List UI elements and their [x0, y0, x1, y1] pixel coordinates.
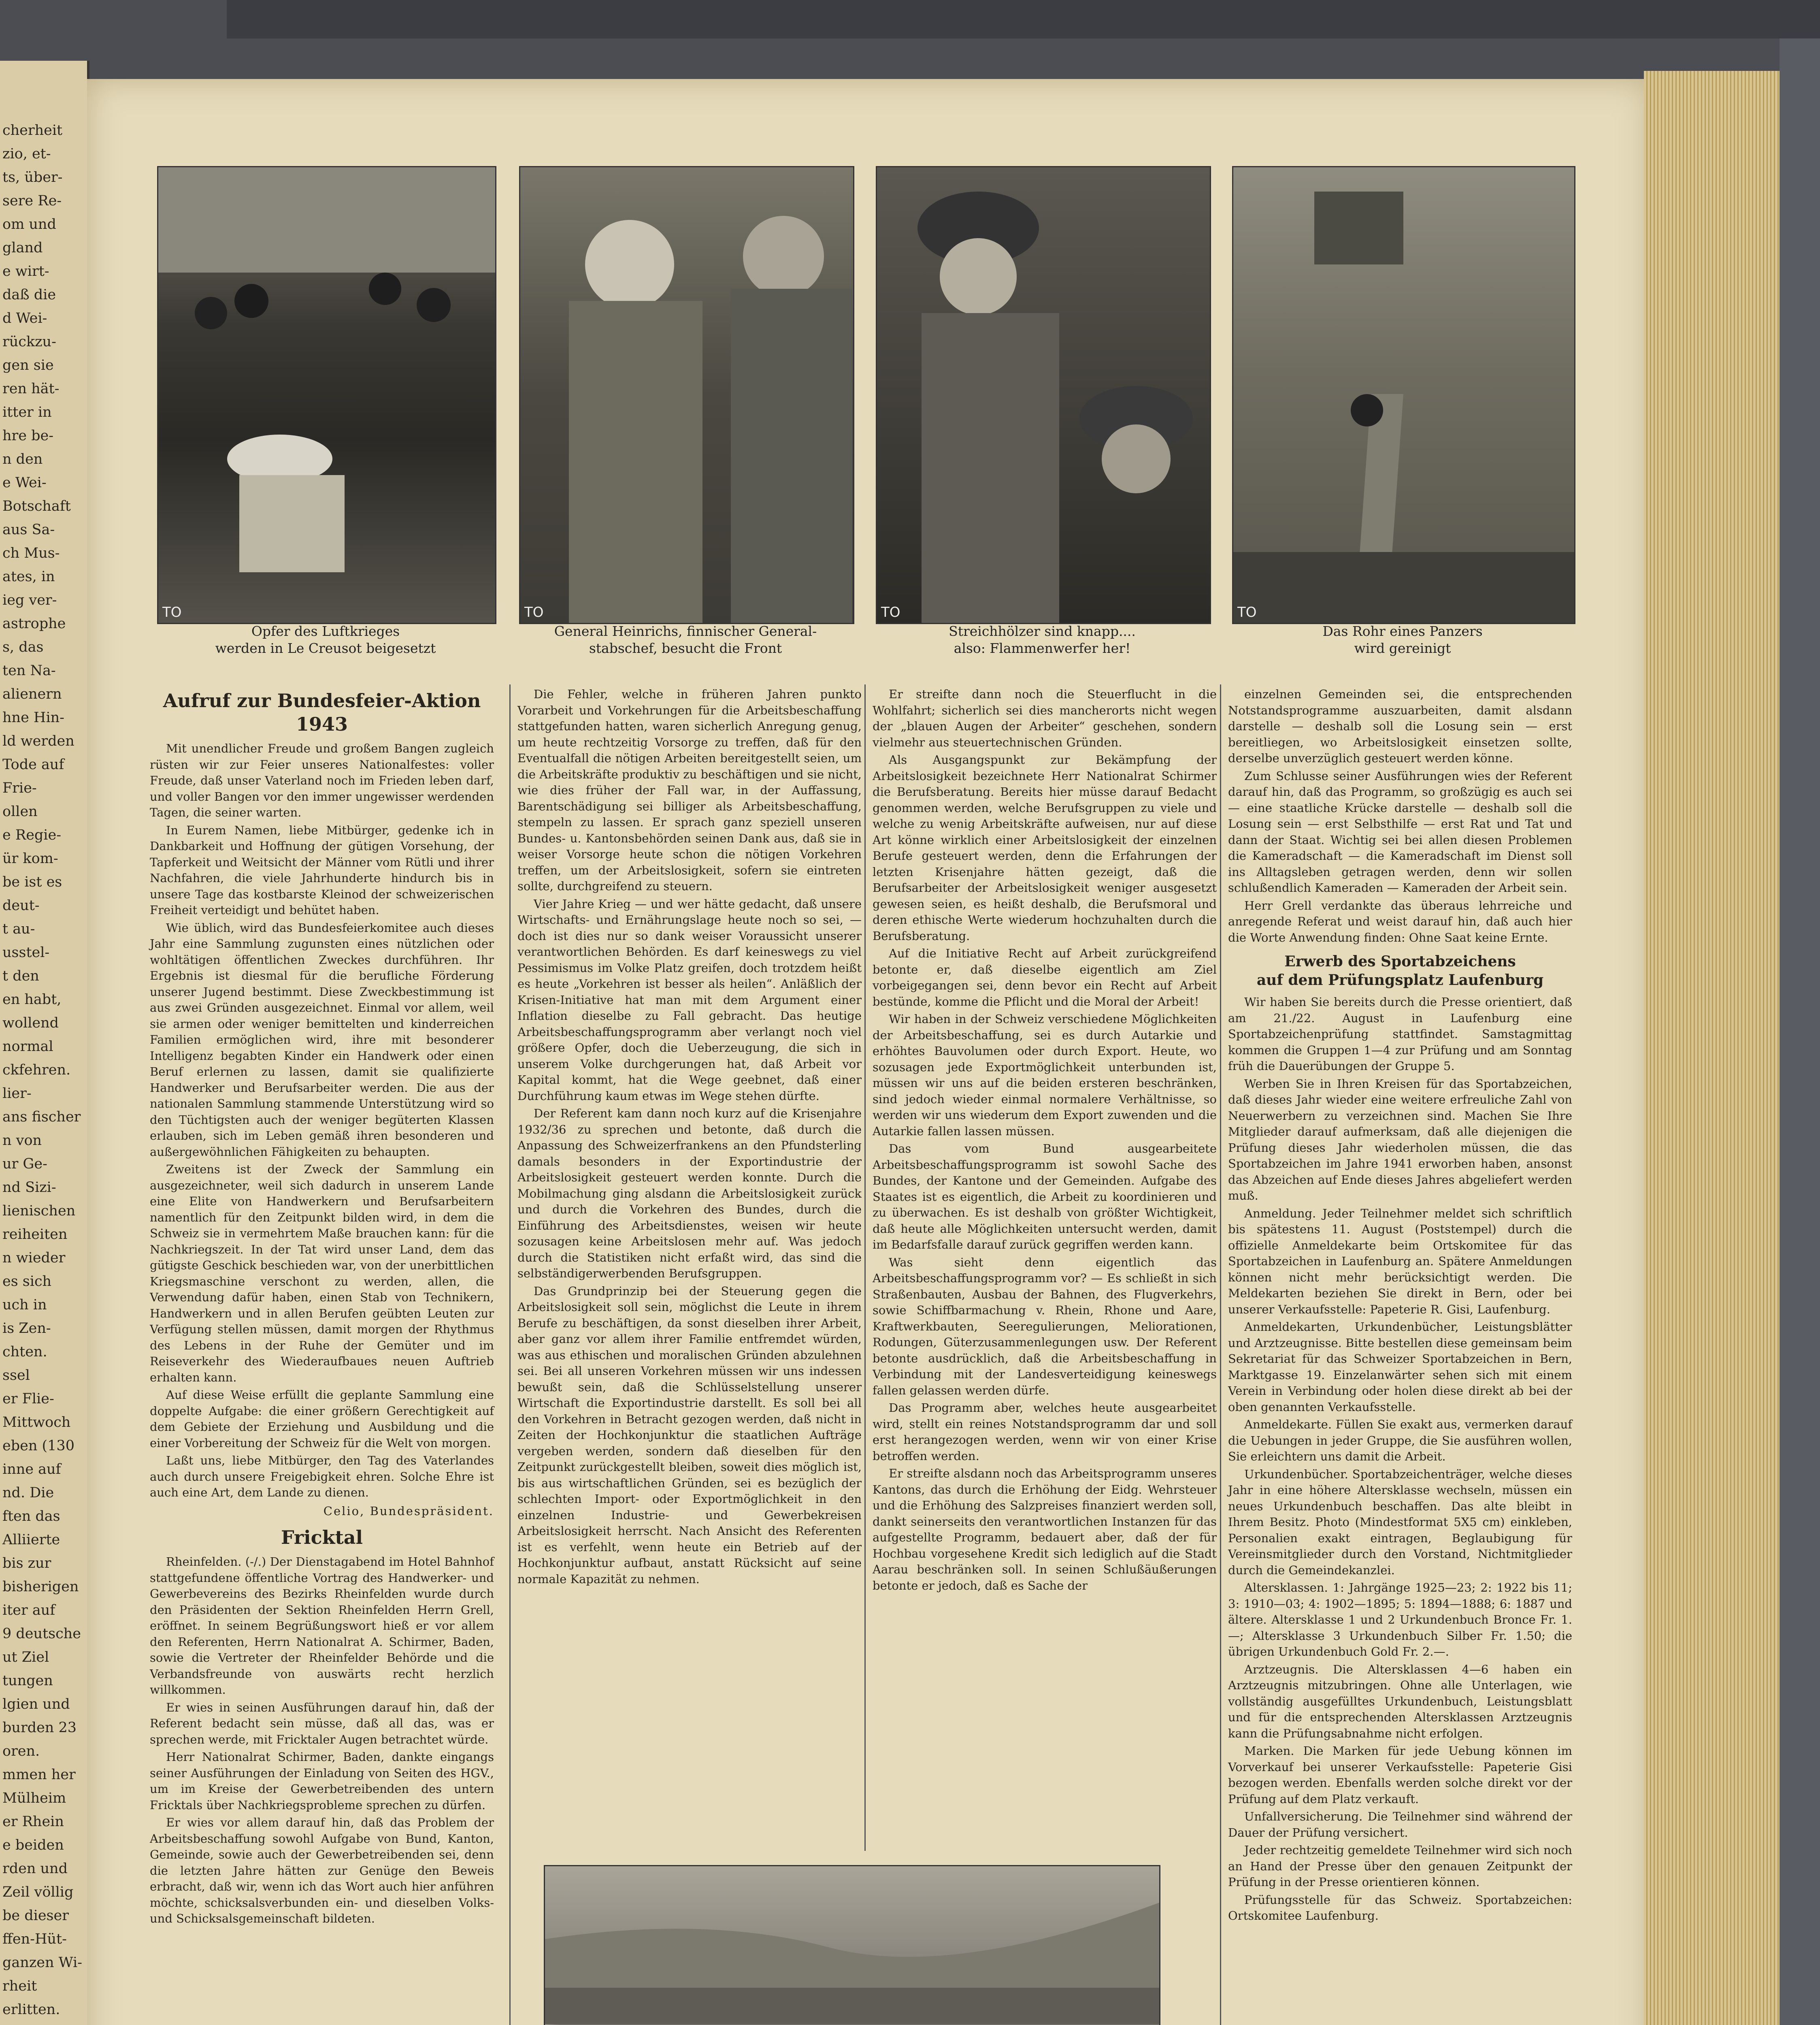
- margin-text-fragment: lgien und: [2, 1696, 70, 1712]
- article-paragraph: einzelnen Gemeinden sei, die entsprechenden Notstandsprogramme auszuarbeiten, damit alsdann darstelle — deshalb soll die Losung sein — erst bereitliegen, wo Arbeitslosigkeit einsetzen sollte, derselbe unverzüglich gesteuert werden könne.: [1228, 687, 1572, 765]
- photo-caption: General Heinrichs, finnischer General- stabschef, besucht die Front: [554, 623, 817, 656]
- photo-caption: Das Rohr eines Panzers wird gereinigt: [1322, 623, 1483, 656]
- margin-text-fragment: e Regie-: [2, 827, 62, 843]
- margin-text-fragment: Frie-: [2, 780, 37, 796]
- margin-text-fragment: erlitten.: [2, 2002, 60, 2018]
- margin-text-fragment: ffen-Hüt-: [2, 1931, 67, 1947]
- article-paragraph: Er streifte dann noch die Steuerflucht in die Wohlfahrt; sicherlich sei dies mancherorts nicht wegen der „blauen Augen der Arbeiter“ geschehen, sondern vielmehr aus steuertechnischen Gründen.: [873, 687, 1217, 749]
- margin-text-fragment: Mittwoch: [2, 1414, 71, 1430]
- photo-general: [519, 166, 854, 624]
- article-paragraph: Altersklassen. 1: Jahrgänge 1925—23; 2: 1922 bis 11; 3: 1910—03; 4: 1902—1895; 5: 1894—1888; 6: 1887 und ältere. Altersklasse 1 und 2 Urkundenbuch Bronce Fr. 1.—; Altersklasse 3 Urkundenbuch Silber Fr. 1.50; die übrigen Urkundenbuch Gold Fr. 2.—.: [1228, 1581, 1572, 1658]
- margin-text-fragment: gland: [2, 240, 43, 256]
- margin-text-fragment: astrophe: [2, 616, 66, 632]
- signature: Celio, Bundespräsident.: [323, 1504, 494, 1518]
- page-stack-edge: [1644, 71, 1780, 2025]
- article-paragraph: Herr Nationalrat Schirmer, Baden, dankte eingangs seiner Ausführungen der Einladung von Seiten des HGV., um im Kreise der Gewerbetreibenden des untern Fricktals über Nachkriegsprobleme sprechen zu dürfen.: [150, 1750, 494, 1812]
- article-paragraph: Marken. Die Marken für jede Uebung können im Vorverkauf bei unserer Verkaufsstelle: Papeterie Gisi bezogen werden. Ebenfalls werden solche direkt vor der Prüfung auf dem Platz verkauft.: [1228, 1744, 1572, 1806]
- margin-text-fragment: ieg ver-: [2, 592, 57, 608]
- margin-text-fragment: uch in: [2, 1297, 47, 1313]
- column-4: [1228, 686, 1572, 1926]
- photo-soldiers: [876, 166, 1211, 624]
- margin-text-fragment: en habt,: [2, 991, 62, 1008]
- article-paragraph: In Eurem Namen, liebe Mitbürger, gedenke ich in Dankbarkeit und Hoffnung der gütigen Vorsehung, der Tapferkeit und Weitsicht der Männer vom Rütli und ihrer Nachfahren, die viele Jahrhunderte hindurch bis in unsere Tage das kostbarste Kleinod der schweizerischen Freiheit verteidigt und behütet haben.: [150, 823, 494, 917]
- margin-text-fragment: Botschaft: [2, 498, 71, 514]
- margin-text-fragment: chten.: [2, 1344, 47, 1360]
- article-paragraph: Der Referent kam dann noch kurz auf die Krisenjahre 1932/36 zu sprechen und betonte, daß durch die Anpassung des Schweizerfrankens an den Pfundsterling damals besonders in der Exportindustrie der Arbeitslosigkeit gesteuert werden konnte. Durch die Mobilmachung ging alsdann die Arbeitslosigkeit zurück und durch die Vorkehren des Bundes, durch die Einführung des Arbeitsdienstes, weisen wir heute sozusagen keine Arbeitslosen mehr auf. Was jedoch durch die Statistiken nicht erfaßt wird, das sind die selbständigerwerbenden Berufsgruppen.: [517, 1106, 862, 1280]
- margin-text-fragment: ganzen Wi-: [2, 1955, 83, 1971]
- margin-text-fragment: alienern: [2, 686, 62, 702]
- margin-text-fragment: be ist es: [2, 874, 62, 890]
- article-paragraph: Anmeldekarte. Füllen Sie exakt aus, vermerken darauf die Uebungen in jeder Gruppe, die Sie ausführen wollen, Sie erleichtern uns damit die Arbeit.: [1228, 1418, 1572, 1463]
- margin-text-fragment: rden und: [2, 1861, 68, 1877]
- column-3: [873, 686, 1217, 1595]
- article-paragraph: Rheinfelden. (-/.) Der Dienstagabend im Hotel Bahnhof stattgefundene öffentliche Vortrag des Handwerker- und Gewerbevereins des Bezirks Rheinfelden wurde durch den Präsidenten der Sektion Rheinfelden Herrn Grell, eröffnet. In seinem Begrüßungswort hieß er vor allem den Referenten, Herrn Nationalrat A. Schirmer, Baden, sowie die Vertreter der Rheinfelder Behörde und die Verbandsfreunde von auswärts recht herzlich willkommen.: [150, 1555, 494, 1697]
- photo-caption: Streichhölzer sind knapp.... also: Flammenwerfer her!: [949, 623, 1136, 656]
- article-paragraph: Das Programm aber, welches heute ausgearbeitet wird, stellt ein reines Notstandsprogramm dar und soll erst herangezogen werden, wenn wir von einer Krise betroffen werden.: [873, 1401, 1217, 1463]
- margin-text-fragment: es sich: [2, 1273, 52, 1290]
- margin-text-fragment: itter in: [2, 404, 52, 420]
- margin-text-fragment: n den: [2, 451, 43, 467]
- headline-fricktal: Fricktal: [281, 1526, 363, 1548]
- margin-text-fragment: ur Ge-: [2, 1156, 47, 1172]
- article-paragraph: Als Ausgangspunkt zur Bekämpfung der Arbeitslosigkeit bezeichnete Herr Nationalrat Schirmer die Berufsberatung. Bereits hier müsse darauf Bedacht genommen werden, welche Berufsgruppen zu viele und welche zu wenig Arbeitskräfte aufweisen, nur auf diese Art könne wirklich einer Arbeitslosigkeit der einzelnen Berufe gesteuert werden, denn die Erfahrungen der letzten Krisenjahre hätten gezeigt, daß die Berufsarbeiter der Arbeitslosigkeit weniger ausgesetzt gewesen seien, es heißt deshalb, die Berufsmoral und deren ethische Werte wiederum hochzuhalten durch die Berufsberatung.: [873, 753, 1217, 943]
- margin-text-fragment: hre be-: [2, 428, 54, 444]
- catania-image: [545, 1866, 1159, 2025]
- margin-text-fragment: om und: [2, 216, 56, 232]
- margin-text-fragment: n von: [2, 1132, 42, 1149]
- photo-agency-tag: TO: [881, 604, 900, 620]
- funeral-image: [158, 167, 495, 623]
- margin-text-fragment: t au-: [2, 921, 35, 937]
- margin-text-fragment: 9 deutsche: [2, 1626, 81, 1642]
- article-paragraph: Auf diese Weise erfüllt die geplante Sammlung eine doppelte Aufgabe: die einer größern Gerechtigkeit auf dem Gebiete der Erziehung und Ausbildung und die einer Vorbereitung der Schweiz für die Welt von morgen.: [150, 1388, 494, 1450]
- margin-text-fragment: lienischen: [2, 1203, 76, 1219]
- margin-text-fragment: iter auf: [2, 1602, 55, 1618]
- margin-text-fragment: d Wei-: [2, 310, 47, 326]
- article-paragraph: Das Grundprinzip bei der Steuerung gegen die Arbeitslosigkeit soll sein, möglichst die Leute in ihrem Berufe zu beschäftigen, da sonst dieselben ihrer Arbeit, aber ganz vor allem ihrer Familie entfremdet würden, was aus ethischen und moralischen Gründen abzulehnen sei. Bei all unseren Vorkehren müssen wir uns indessen bewußt sein, daß die Schlüsselstellung unserer Wirtschaft die Exportindustrie darstellt. Es soll bei all den Vorkehren in Betracht gezogen werden, daß nicht in Zeiten der Hochkonjunktur die staatlichen Aufträge vergeben werden, sondern daß dieselben für den Zeitpunkt zurückgestellt bleiben, soweit dies möglich ist, bis aus wirtschaftlichen Gründen, sei es bezüglich der schlechten Import- oder Exportmöglichkeit in den einzelnen Industrie- und Gewerbekreisen Arbeitslosigkeit herrscht. Nach Ansicht des Referenten ist es verfehlt, wenn heute ein Betrieb auf der Hochkonjunktur aufbaut, anstatt Rücksicht auf seine normale Kapazität zu nehmen.: [517, 1284, 862, 1586]
- margin-text-fragment: be dieser: [2, 1908, 69, 1924]
- margin-text-fragment: ckfehren.: [2, 1062, 71, 1078]
- margin-text-fragment: n wieder: [2, 1250, 66, 1266]
- article-paragraph: Das vom Bund ausgearbeitete Arbeitsbeschaffungsprogramm ist sowohl Sache des Bundes, der Kantone und der Gemeinden. Aufgabe des Staates ist es eigentlich, die Arbeit zu koordinieren und zu überwachen. Es ist deshalb von größter Wichtigkeit, daß heute alle Möglichkeiten untersucht werden, damit im Bedarfsfalle darauf zurück gegriffen werden kann.: [873, 1142, 1217, 1251]
- article-paragraph: Unfallversicherung. Die Teilnehmer sind während der Dauer der Prüfung versichert.: [1228, 1810, 1572, 1840]
- margin-text-fragment: er Flie-: [2, 1391, 54, 1407]
- article-paragraph: Anmeldung. Jeder Teilnehmer meldet sich schriftlich bis spätestens 11. August (Poststempel) durch die offizielle Anmeldekarte beim Ortskomitee für das Sportabzeichen in Laufenburg an. Spätere Anmeldungen können nicht mehr berücksichtigt werden. Die Meldekarten beziehen Sie direkt in Bern, oder bei unserer Verkaufsstelle: Papeterie R. Gisi, Laufenburg.: [1228, 1206, 1572, 1316]
- margin-text-fragment: ates, in: [2, 569, 55, 585]
- headline-bundesfeier: Aufruf zur Bundesfeier-Aktion 1943: [163, 690, 481, 735]
- margin-text-fragment: deut-: [2, 897, 40, 914]
- margin-text-fragment: eben (130: [2, 1438, 75, 1454]
- margin-text-fragment: is Zen-: [2, 1320, 51, 1336]
- margin-text-fragment: ür kom-: [2, 850, 58, 867]
- margin-text-fragment: bis zur: [2, 1555, 51, 1571]
- margin-text-fragment: Zeil völlig: [2, 1884, 74, 1900]
- margin-text-fragment: inne auf: [2, 1461, 61, 1477]
- book-cover: [1780, 38, 1820, 2025]
- article-paragraph: Die Fehler, welche in früheren Jahren punkto Vorarbeit und Vorkehrungen für die Arbeitsbeschaffung stattgefunden hatten, waren sicherlich Anregung genug, um heute rechtzeitig Vorsorge zu treffen, daß für den Eventualfall die nötigen Arbeiten bereitgestellt seien, um die Arbeitskräfte produktiv zu beschäftigen und sie nicht, wie dies früher der Fall war, in der Auffassung, Barentschädigung sei billiger als Arbeitsbeschaffung, stempeln zu lassen. Er sprach ganz speziell unseren Bundes- u. Kantonsbehörden seinen Dank aus, daß sie in weiser Vorsorge heute schon die nötigen Vorkehren treffen, um der Arbeitslosigkeit, sofern sie eintreten sollte, durchgreifend zu steuern.: [517, 687, 862, 893]
- margin-text-fragment: lier-: [2, 1085, 32, 1102]
- article-paragraph: Werben Sie in Ihren Kreisen für das Sportabzeichen, daß dieses Jahr wieder eine weitere erfreuliche Zahl von Neuerwerbern zu verzeichnen sind. Machen Sie Ihre Mitglieder darauf aufmerksam, daß alle diejenigen die Prüfung dieses Jahr wiederholen müssen, die das Sportabzeichen im Jahre 1941 erworben haben, ansonst das Abzeichen auf Ende dieses Jahres abgeliefert werden muß.: [1228, 1076, 1572, 1202]
- photo-caption: Opfer des Luftkrieges werden in Le Creusot beigesetzt: [215, 623, 436, 656]
- photo-tank: [1232, 166, 1575, 624]
- margin-text-fragment: oren.: [2, 1743, 40, 1759]
- margin-text-fragment: aus Sa-: [2, 522, 55, 538]
- margin-text-fragment: Alliierte: [2, 1532, 60, 1548]
- column-rule: [509, 684, 511, 2025]
- photo-agency-tag: TO: [162, 604, 182, 620]
- margin-text-fragment: e beiden: [2, 1837, 64, 1853]
- margin-text-fragment: mmen her: [2, 1767, 76, 1783]
- margin-text-fragment: rückzu-: [2, 334, 56, 350]
- margin-text-fragment: daß die: [2, 287, 56, 303]
- article-paragraph: Arztzeugnis. Die Altersklassen 4—6 haben ein Arztzeugnis mitzubringen. Ohne alle Unterlagen, wie vollständig ausgefülltes Urkundenbuch, Leistungsblatt und für die entsprechenden Altersklassen Arztzeugnis kann die Prüfungsabnahme nicht erfolgen.: [1228, 1662, 1572, 1740]
- photo-agency-tag: TO: [524, 604, 544, 620]
- article-paragraph: Zweitens ist der Zweck der Sammlung ein ausgezeichneter, weil sich dadurch in unserem Lande eine Elite von Handwerkern und Berufsarbeitern namentlich für den Zeitpunkt bilden wird, in dem die Schweiz sie in vermehrtem Maße brauchen kann: für die Nachkriegszeit. In der Tat wird unser Land, dem das gütigste Geschick beschieden war, von der unerbittlichen Kriegsmaschine verschont zu werden, allen, die Verwendung dafür haben, einen Stab von Technikern, Handwerkern und in allen Berufen geübten Leuten zur Verfügung stellen müssen, damit morgen der Rhythmus des Lebens in der Ruhe der Gemüter und im Reiseverkehr des Wiederaufbaues neuen Auftrieb erhalten kann.: [150, 1162, 494, 1384]
- margin-text-fragment: sere Re-: [2, 193, 62, 209]
- margin-text-fragment: t den: [2, 968, 39, 984]
- previous-page-edge: [0, 61, 89, 2025]
- margin-text-fragment: e wirt-: [2, 263, 49, 279]
- margin-text-fragment: ren hät-: [2, 381, 60, 397]
- article-paragraph: Wir haben in der Schweiz verschiedene Möglichkeiten der Arbeitsbeschaffung, sei es durch Autarkie und erhöhtes Bauvolumen oder durch Export. Heute, wo sozusagen jede Exportmöglichkeit unterbunden ist, müssen wir uns auf die beiden ersteren beschränken, sind jedoch wieder einmal normalere Verhältnisse, so werden wir uns wiederum dem Export zuwenden und die Autarkie fallen lassen müssen.: [873, 1012, 1217, 1138]
- general-image: [520, 167, 853, 623]
- margin-text-fragment: ten Na-: [2, 663, 56, 679]
- column-2: [517, 686, 862, 1589]
- article-paragraph: Anmeldekarten, Urkundenbücher, Leistungsblätter und Arztzeugnisse. Bitte bestellen diese gemeinsam beim Sekretariat für das Schweizer Sportabzeichen in Bern, Marktgasse 19. Einzelanwärter sehen sich mit einem Verein in Verbindung oder holen diese direkt ab bei der oben genannten Verkaufsstelle.: [1228, 1320, 1572, 1414]
- margin-text-fragment: rheit: [2, 1978, 37, 1994]
- column-rule: [864, 684, 866, 1851]
- column-1: [150, 686, 494, 1929]
- headline-sportabzeichen: Erwerb des Sportabzeichens auf dem Prüfungsplatz Laufenburg: [1256, 953, 1544, 989]
- margin-text-fragment: ch Mus-: [2, 545, 60, 561]
- margin-text-fragment: er Rhein: [2, 1814, 64, 1830]
- article-paragraph: Er streifte alsdann noch das Arbeitsprogramm unseres Kantons, das durch die Erhöhung der Eidg. Wehrsteuer und die Erhöhung des Salzpreises finanziert werden soll, dankt seinerseits den verantwortlichen Instanzen für das aufgestellte Programm, bedauert aber, daß der für Hochbau vorgesehene Kredit sich lediglich auf die Stadt Aarau beschränken soll. In seinen Schlußäußerungen betonte er jedoch, daß es Sache der: [873, 1467, 1217, 1592]
- article-paragraph: Prüfungsstelle für das Schweiz. Sportabzeichen: Ortskomitee Laufenburg.: [1228, 1893, 1572, 1923]
- margin-text-fragment: s, das: [2, 639, 44, 655]
- soldiers-image: [877, 167, 1210, 623]
- article-paragraph: Auf die Initiative Recht auf Arbeit zurückgreifend betonte er, daß dieselbe eigentlich am Ziel vorbeigegangen sei, denn bevor ein Recht auf Arbeit bestünde, komme die Pflicht und die Moral der Arbeit!: [873, 946, 1217, 1008]
- article-paragraph: Urkundenbücher. Sportabzeichenträger, welche dieses Jahr in eine höhere Altersklasse wechseln, müssen ein neues Urkundenbuch beschaffen. Das alte bleibt in Ihrem Besitz. Photo (Mindestformat 5X5 cm) einkleben, Personalien exakt eintragen, Beglaubigung für Vereinsmitglieder durch den Vorstand, Nichtmitglieder durch die Gemeindekanzlei.: [1228, 1467, 1572, 1577]
- article-paragraph: Er wies vor allem darauf hin, daß das Problem der Arbeitsbeschaffung sowohl Aufgabe von Bund, Kanton, Gemeinde, sowie auch der Gewerbetreibenden sei, denn die letzten Jahre hätten zur Genüge den Beweis erbracht, daß wir, wenn ich das Wort auch hier anführen möchte, schicksalsverbunden ein- und dieselben Volks- und Schicksalsgemeinschaft bildeten.: [150, 1816, 494, 1925]
- margin-text-fragment: normal: [2, 1038, 53, 1055]
- article-paragraph: Herr Grell verdankte das überaus lehrreiche und anregende Referat und weist darauf hin, daß auch hier die Worte Anwendung finden: Ohne Saat keine Ernte.: [1228, 898, 1572, 944]
- margin-text-fragment: tungen: [2, 1673, 53, 1689]
- article-paragraph: Zum Schlusse seiner Ausführungen wies der Referent darauf hin, daß das Programm, so großzügig es auch sei — eine staatliche Krücke darstelle — deshalb soll die Losung sein — erst Selbsthilfe — erst Rat und Tat und dann der Staat. Wichtig sei bei allen diesen Problemen die Kameradschaft — die Kameradschaft im Dienst soll ins Alltagsleben getragen werden, denn wir sollen schlußendlich Kameraden — Kameraden der Arbeit sein.: [1228, 769, 1572, 895]
- column-rule: [1220, 684, 1221, 2025]
- margin-text-fragment: ld werden: [2, 733, 75, 749]
- margin-text-fragment: ts, über-: [2, 169, 63, 185]
- article-paragraph: Jeder rechtzeitig gemeldete Teilnehmer wird sich noch an Hand der Presse über den genauen Zeitpunkt der Prüfung in der Presse orientieren können.: [1228, 1843, 1572, 1889]
- margin-text-fragment: ften das: [2, 1508, 60, 1524]
- margin-text-fragment: nd. Die: [2, 1485, 54, 1501]
- margin-text-fragment: Tode auf: [2, 757, 64, 773]
- margin-text-fragment: gen sie: [2, 357, 54, 373]
- margin-text-fragment: usstel-: [2, 944, 50, 961]
- article-paragraph: Vier Jahre Krieg — und wer hätte gedacht, daß unsere Wirtschafts- und Ernährungslage heute noch so sei, — doch ist dies nur so dank weiser Voraussicht unserer verantwortlichen Behörden. Es darf keineswegs zu viel Pessimismus im Volke Platz greifen, doch trotzdem heißt es heute „Vorkehren ist besser als heilen“. Anläßlich der Krisen-Initiative hat man mit dem Argument einer Inflation dieselbe zu Fall gebracht. Das heutige Arbeitsbeschaffungsprogramm aber verlangt noch viel größere Opfer, doch die Ueberzeugung, die sich in unserem Volke durchgerungen hat, daß Arbeit vor Kapital kommt, hat die Wege geebnet, daß einer Durchführung kaum etwas im Wege stehen dürfte.: [517, 897, 862, 1103]
- photo-catania: [544, 1865, 1160, 2025]
- margin-text-fragment: ollen: [2, 804, 38, 820]
- margin-text-fragment: zio, et-: [2, 146, 51, 162]
- photo-funeral: [157, 166, 496, 624]
- binder-top: [227, 0, 1820, 38]
- margin-text-fragment: Mülheim: [2, 1790, 66, 1806]
- margin-text-fragment: cherheit: [2, 122, 63, 139]
- margin-text-fragment: ut Ziel: [2, 1649, 49, 1665]
- article-paragraph: Was sieht denn eigentlich das Arbeitsbeschaffungsprogramm vor? — Es schließt in sich Straßenbauten, Ausbau der Bahnen, des Flugverkehrs, sowie Schiffbarmachung v. Rhein, Rhone und Aare, Kraftwerkbauten, Seeregulierungen, Meliorationen, Rodungen, Güterzusammenlegungen usw. Der Referent betonte ausdrücklich, daß die Arbeitsbeschaffung in Verbindung mit der Landesverteidigung keineswegs fallen gelassen werden dürfe.: [873, 1255, 1217, 1397]
- article-paragraph: Wir haben Sie bereits durch die Presse orientiert, daß am 21./22. August in Laufenburg eine Sportabzeichenprüfung stattfindet. Samstagmittag kommen die Gruppen 1—4 zur Prüfung und am Sonntag früh die Dauerübungen der Gruppe 5.: [1228, 995, 1572, 1073]
- article-paragraph: Er wies in seinen Ausführungen darauf hin, daß der Referent bedacht sein müsse, daß all das, was er sprechen werde, mit Fricktaler Augen betrachtet würde.: [150, 1700, 494, 1746]
- photo-agency-tag: TO: [1237, 604, 1257, 620]
- margin-text-fragment: hne Hin-: [2, 710, 65, 726]
- article-paragraph: Laßt uns, liebe Mitbürger, den Tag des Vaterlandes auch durch unsere Freigebigkeit ehren. Solche Ehre ist auch eine Art, dem Lande zu dienen.: [150, 1454, 494, 1499]
- article-paragraph: Mit unendlicher Freude und großem Bangen zugleich rüsten wir zur Feier unseres Nationalfestes: voller Freude, daß unser Vaterland noch im Frieden leben darf, und voller Bangen vor den immer ungewisser werdenden Tagen, die seiner warten.: [150, 742, 494, 819]
- margin-text-fragment: ans fischer: [2, 1109, 81, 1125]
- tank-image: [1233, 167, 1574, 623]
- margin-text-fragment: bisherigen: [2, 1579, 79, 1595]
- margin-text-fragment: nd Sizi-: [2, 1179, 56, 1196]
- article-paragraph: Wie üblich, wird das Bundesfeierkomitee auch dieses Jahr eine Sammlung zugunsten eines nützlichen oder wohltätigen öffentlichen Zweckes durchführen. Ihr Ergebnis ist diesmal für die berufliche Förderung unserer Jugend bestimmt. Diese Zweckbestimmung ist aus zwei Gründen ausgezeichnet. Einmal vor allem, weil sie armen oder weniger bemittelten und kinderreichen Familien ermöglichen wird, ihre mit besonderer Intelligenz begabten Kinder ein Handwerk oder einen Beruf erlernen zu lassen, damit sie qualifizierte Handwerker und Berufsarbeiter werden. Die aus der nationalen Sammlung stammende Unterstützung wird so den Tüchtigsten auch der weniger begüterten Klassen erlauben, sich im Leben gemäß ihren besonderen und außergewöhnlichen Fähigkeiten zu behaupten.: [150, 921, 494, 1159]
- margin-text-fragment: ssel: [2, 1367, 30, 1383]
- margin-text-fragment: wollend: [2, 1015, 59, 1031]
- margin-text-fragment: reiheiten: [2, 1226, 68, 1243]
- margin-text-fragment: burden 23: [2, 1720, 77, 1736]
- margin-text-fragment: e Wei-: [2, 475, 47, 491]
